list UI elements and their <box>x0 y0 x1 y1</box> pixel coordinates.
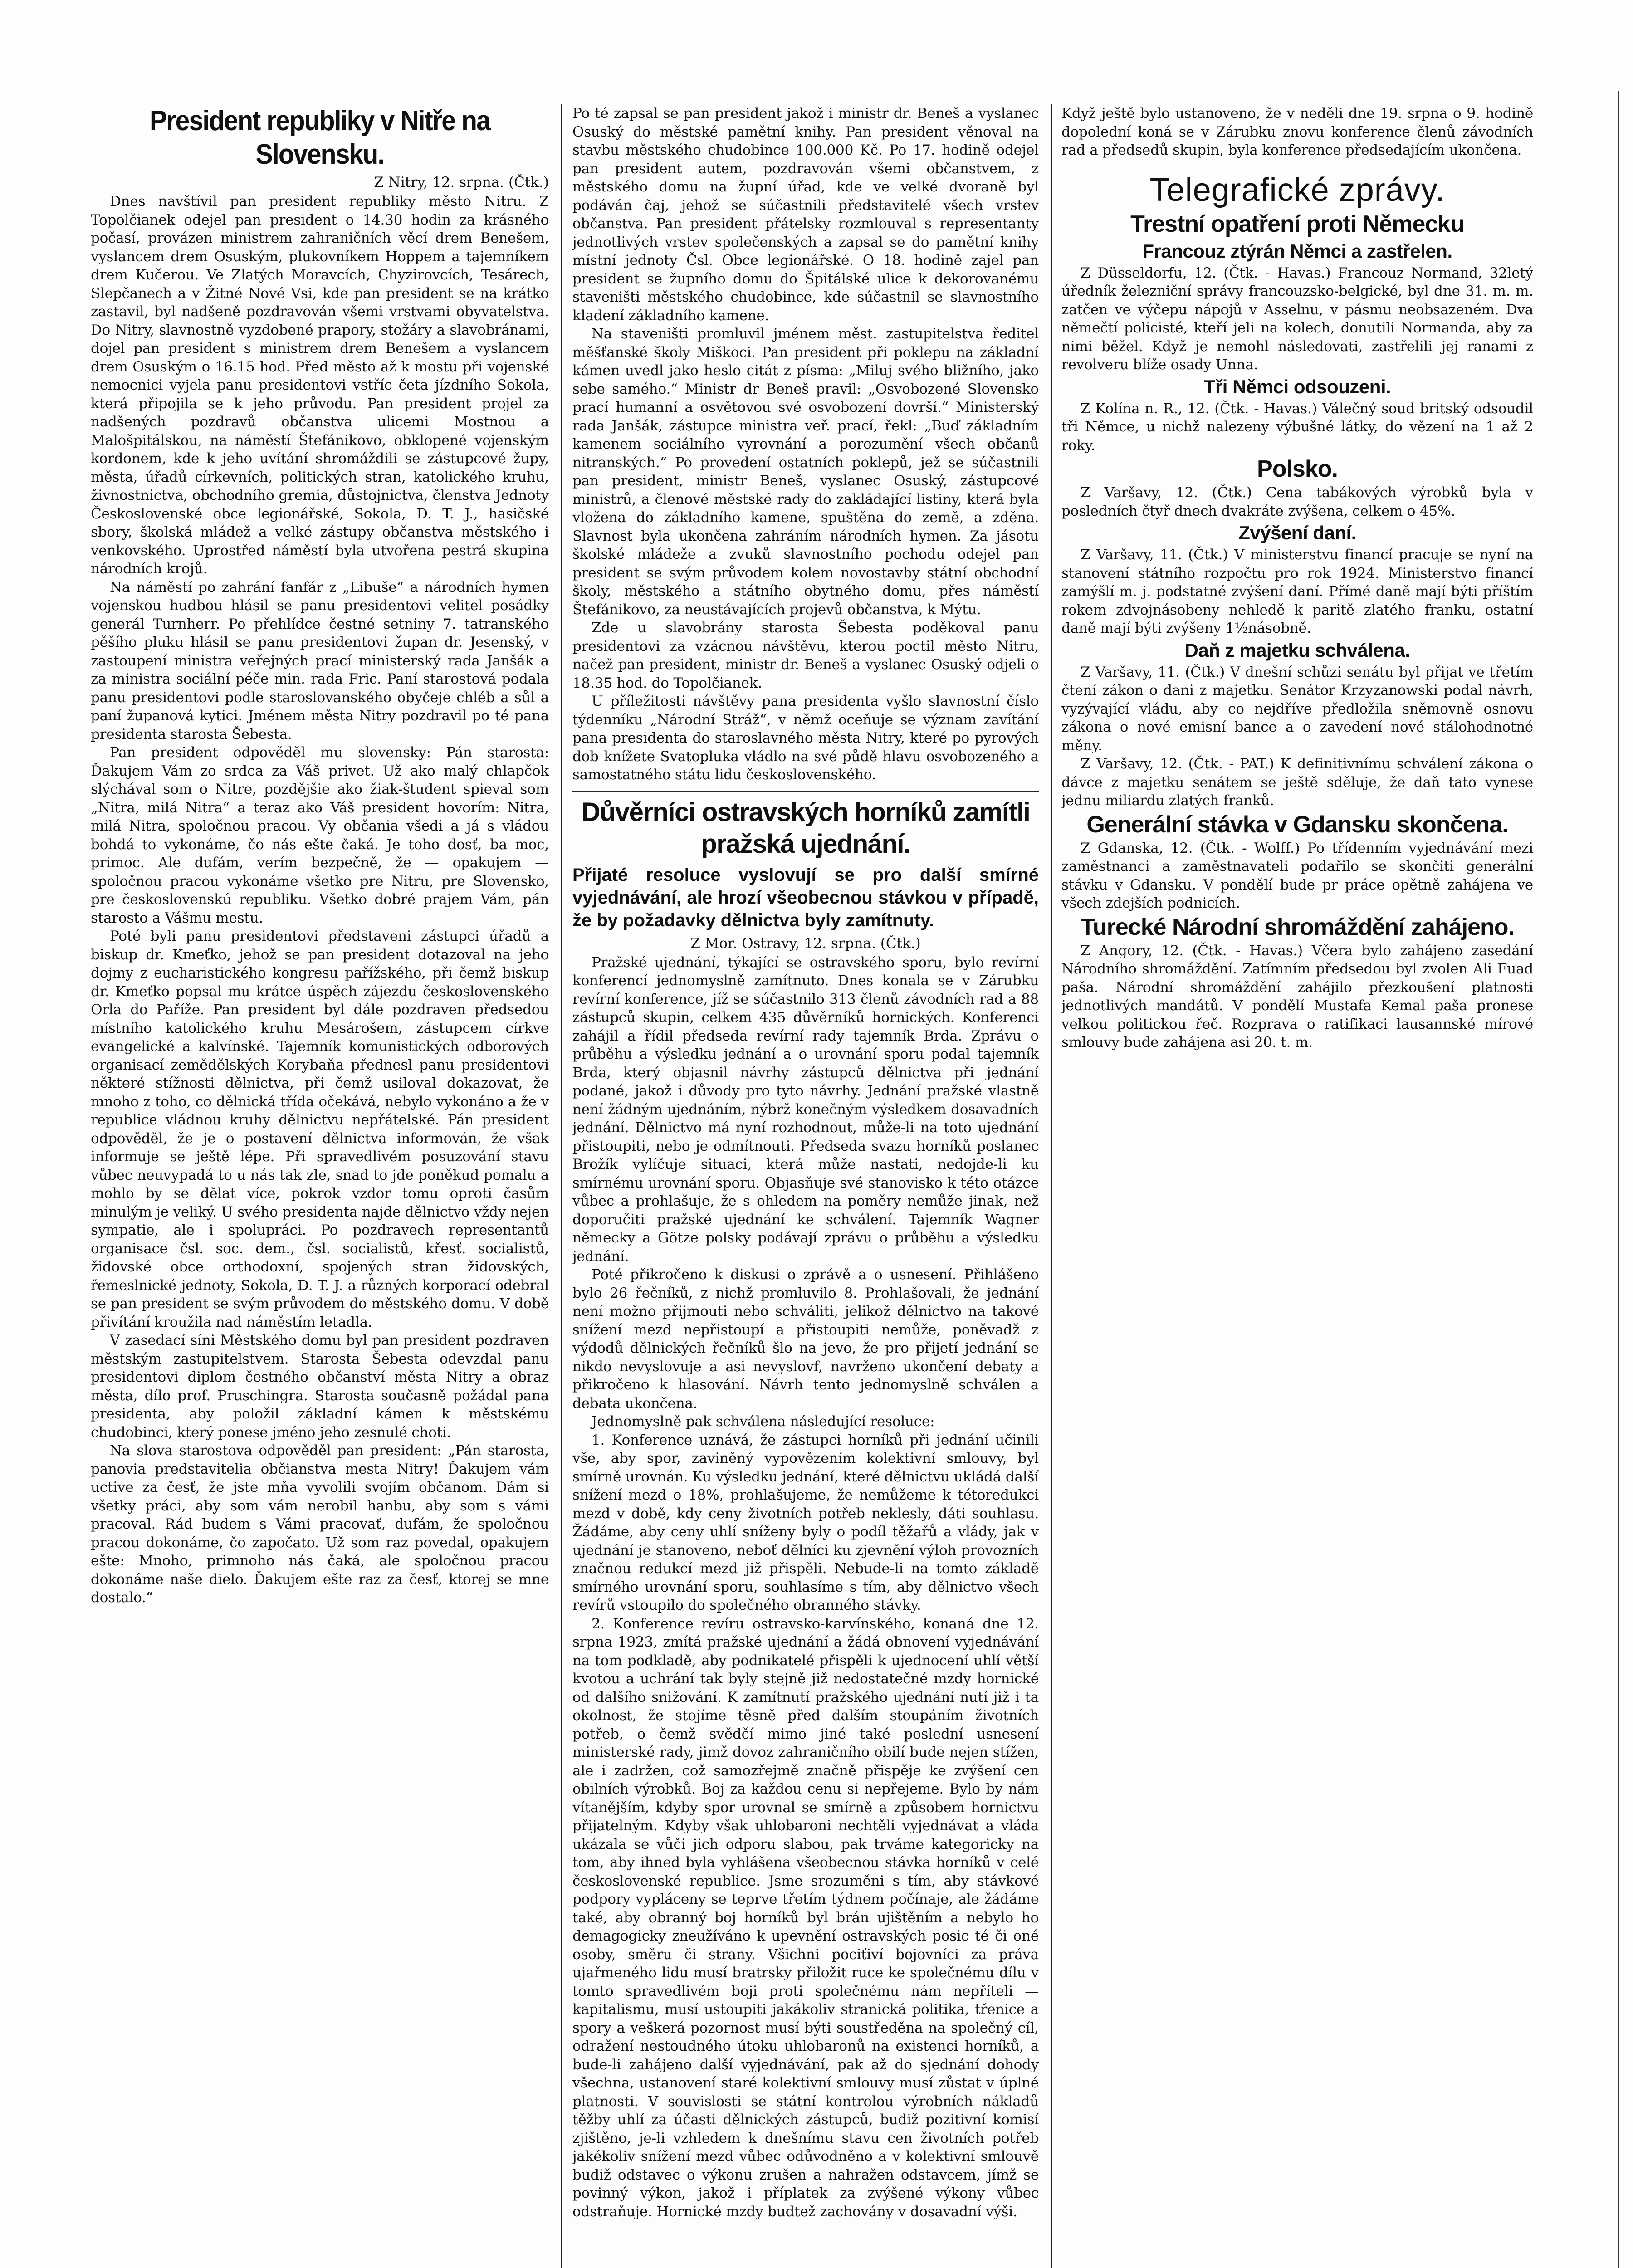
paragraph: Zde u slavobrány starosta Šebesta poděkoval panu presidentovi za vzácnou návštěvu, kterou poctil město Nitru, načež pan president, ministr dr. Beneš a vyslanec Osuský odjeli o 18.35 hod. do Topolčianek. <box>572 620 1039 691</box>
telegram-headline: Trestní opatření proti Německu <box>1130 210 1464 237</box>
article-dateline: Z Mor. Ostravy, 12. srpna. (Čtk.) <box>690 935 921 952</box>
column-rule <box>1051 104 1052 2268</box>
paragraph: U příležitosti návštěvy pana presidenta vyšlo slavnostní číslo týdenníku „Národní Stráž“, v němž oceňuje se význam zavítání pana presidenta do staroslavného města Nitry, které po pyrových dob knížete Svatopluka vládlo na své půdě hlavu osvobozeného a samostatného státu lidu československého. <box>572 693 1039 783</box>
paragraph: Na náměstí po zahrání fanfár z „Libuše“ a národních hymen vojenskou hudbou hlásil se panu presidentovi velitel posádky generál Turnherr. Po přehlídce čestné setniny 7. tatranského pěšího pluku hlásil se panu presidentovi župan dr. Jesenský, v zastoupení ministra veřejných prací ministerský rada Janšák a za ministra sociální péče min. rada Fric. Paní starostová podala panu presidentovi podle staroslovanského obyčeje chléb a sůl a paní županová kytici. Jménem města Nitry pozdravil po té pana presidenta starosta Šebesta. <box>91 579 549 743</box>
paragraph: 1. Konference uznává, že zástupci horníků při jednání učinili vše, aby spor, zaviněný vypovězením kolektivní smlouvy, byl smírně urovnán. Ku výsledku jednání, které dělnictvu ukládá další snížení mezd o 18%, prohlašujeme, že nemůžeme k tétoredukci mezd v době, kdy ceny životních potřeb neklesly, dáti souhlasu. Žádáme, aby ceny uhlí sníženy byly o podíl těžařů a vlády, jak v ujednání je stanoveno, neboť dělníci ku zjevnění výloh provozních značnou redukcí mezd již přispěli. Nebude-li na tomto základě smírného urovnání sporu, souhlasíme s tím, aby dělnictvo všech revírů vstoupilo do společného obranného stávky. <box>572 1432 1039 1613</box>
telegram-text: Z Angory, 12. (Čtk. - Havas.) Včera bylo zahájeno zasedání Národního shromáždění. Zatímním předsedou byl zvolen Ali Fuad paša. Národní shromáždění zahájilo přezkoušení platnosti jednotlivých mandátů. V pondělí Mustafa Kemal paša pronese velkou politickou řeč. Rozprava o ratifikaci lausannské mírové smlouvy bude zahájena asi 20. t. m. <box>1061 942 1533 1051</box>
telegram-headline: Turecké Národní shromáždění zahájeno. <box>1080 914 1515 940</box>
paragraph: 2. Konference revíru ostravsko-karvínského, konaná dne 12. srpna 1923, zmítá pražské ujednání a žádá obnovení vyjednávání na tom podkladě, aby podnikatelé přispěli k ujednocení uhlí větší kvotou a uchrání tak byly stejně již nedostatečné mzdy hornické od dalšího snižování. K zamítnutí pražského ujednání nutí již i ta okolnost, že stojíme těsně před dalším stoupáním životních potřeb, o čemž svědčí mimo jiné také poslední usnesení ministerské rady, jimž dovoz zahraničního obilí bude nejen stížen, ale i zadržen, což samozřejmě značně přispěje ke zvýšení cen obilních výrobků. Boj za každou cenu si nepřejeme. Bylo by nám vítanějším, kdyby spor urovnal se smírně a způsobem hornictvu přijatelným. Kdyby však uhlobaroni nechtěli vyjednávat a vláda ukázala se vůči jich odporu slabou, pak trváme kategoricky na tom, aby ihned byla vyhlášena všeobecnou stávka horníků v celé československé republice. Jsme srozuměni s tím, aby stávkové podpory vypláceny se teprve třetím týdnem počínaje, ale žádáme také, aby obranný boj horníků byl brán ujištěním a nebylo ho demagogicky zneužíváno k upevnění ostravských posic té či oné osoby, směru či strany. Všichni pociťiví bojovníci za práva ujařmeného lidu musí bratrsky přiložit ruce ke společnému dílu v tomto spravedlivém boji proti společnému nám nepříteli — kapitalismu, musí ustoupiti jakákoliv stranická politika, třenice a spory a veškerá pozornost musí býti soustředěna na společný cíl, odražení nestoudného útoku uhlobaronů na existenci horníků, a bude-li zahájeno další vyjednávání, pak až do sjednání dohody všechna, ustanovení staré kolektivní smlouvy musí zůstat v úplné platnosti. V souvislosti se státní kontrolou výrobních nákladů těžby uhlí za účasti dělnických zástupců, budiž pozitivní komisí zjištěno, je-li vzhledem k dnešnímu stavu cen životních potřeb jakékoliv snížení mezd vůbec odůvodněno a v kolektivní smlouvě budiž odstavec o výkonu zrušen a nahražen odstavcem, jímž se povinný výkon, jakož i příplatek za zvýšené výkony vůbec odstraňuje. Hornické mzdy budtež zachovány v dosavadní výši. <box>572 1615 1039 2220</box>
article-deck: Přijaté resoluce vyslovují se pro další smírné vyjednávání, ale hrozí všeobecnou stávkou v případě, že by požadavky dělnictva byly zamítnuty. <box>572 865 1039 930</box>
paragraph: Jednomyslně pak schválena následující resoluce: <box>592 1413 935 1430</box>
paragraph: Poté byli panu presidentovi představeni zástupci úřadů a biskup dr. Kmeťko, jehož se pan president dotazoval na jeho dojmy z eucharistického kongresu pařížského, při čemž biskup dr. Kmeťko popsal mu krátce úspěch zájezdu československého Orla do Paříže. Pan president byl dále pozdraven předsedou místního katolického kruhu Mesárošem, zástupcem církve evangelické a kalvínské. Tajemník komunistických odborových organisací zemědělských Korybaňa přednesl panu presidentovi některé stížnosti dělnictva, při čemž usiloval dokazovat, že mnoho z toho, co dělnická třída očekává, nebylo vykonáno a že v republice vládnou kruhy dělnictvu nepřátelské. Pán president odpověděl, že je o postavení dělnictva informován, že však informuje se ještě lépe. Při spravedlivém posuzování stavu vůbec neuvypadá to u nás tak zle, snad to jde poněkud pomalu a mohlo by se dělat více, pokrok vzdor tomu oproti časům minulým je veliký. U svého presidenta najde dělnictvo vždy nejen sympatie, ale i spolupráci. Po pozdravech representantů organisace čsl. soc. dem., čsl. socialistů, křesť. socialistů, židovské obce orthodoxní, spojených stran židovských, řemeslnické jednoty, Sokola, D. T. J. a různých korporací odebral se pan president se svým průvodem do městského domu. V době přivítání kroužila nad náměstím letadla. <box>91 928 549 1330</box>
telegram-text: Z Varšavy, 11. (Čtk.) V dnešní schůzi senátu byl přijat ve třetím čtení zákon o dani z majetku. Senátor Krzyzanowski podal návrh, vyzývající vládu, aby co nejdříve předložila sněmovně osnovu zákona o nové emisní bance a o zavedení nové stálohodnotné měny. <box>1061 664 1533 754</box>
telegram-text: Z Varšavy, 12. (Čtk.) Cena tabákových výrobků byla v posledních čtyř dnech dvakráte zvýšena, celkem o 45%. <box>1061 484 1533 519</box>
paragraph: Dnes navštívil pan president republiky město Nitru. Z Topolčianek odejel pan president o 14.30 hodin za krásného počasí, provázen ministrem zahraničních věcí drem Benešem, vyslancem drem Osuským, plukovníkem Hoppem a tajemníkem drem Kučerou. Ve Zlatých Moravcích, Chyzirovcích, Tesárech, Slepčanech a v Žitné Nové Vsi, kde pan president se na krátko zastavil, byl nadšeně pozdravován všemi vrstvami obyvatelstva. Do Nitry, slavnostně vyzdobené prapory, stožáry a slavobránami, dojel pan president s ministrem drem Benešem a vyslancem drem Osuským o 16.15 hod. Před město až k mostu při vojenské nemocnici vyjela panu presidentovi vstříc četa jízdního Sokola, která připojila se k jeho průvodu. Pan president projel za nadšených pozdravů občanstva ulicemi Mostnou a Malošpitálskou, na náměstí Štefánikovo, obklopené vojenským kordonem, kde k jeho uvítání shromáždili se zástupcové župy, města, úřadů církevních, politických stran, katolického kruhu, živnostnictva, obchodního gremia, důstojnictva, členstva Jednoty Československé obce legionářské, Sokola, D. T. J., hasičské sbory, školská mládež a velké zástupy občanstva městského i venkovského. Uprostřed náměstí byla utvořena pestrá skupina národních krojů. <box>91 193 549 577</box>
telegram-headline: Tři Němci odsouzeni. <box>1203 376 1391 397</box>
paragraph: Když ještě bylo ustanoveno, že v neděli dne 19. srpna o 9. hodině dopolední koná se v Zárubku znovu konference členů závodních rad a předsedů skupin, byla konference předsedajícím ukončena. <box>1061 105 1533 158</box>
telegram-subhead: Francouz ztýrán Němci a zastřelen. <box>1142 240 1452 262</box>
telegram-text: Z Düsseldorfu, 12. (Čtk. - Havas.) Francouz Normand, 32letý úředník železniční správy francouzsko-belgické, byl dne 31. m. m. zatčen ve výčepu nápojů v Asselnu, v pásmu neobsazeném. Dva němečtí policisté, kteří jeli na kolech, donutili Normanda, aby za nimi běžel. Když je nemohl následovati, zastřelili jej ranami z revolveru blíže osady Unna. <box>1061 264 1533 373</box>
telegram-headline: Daň z majetku schválena. <box>1184 639 1410 661</box>
paragraph: Na slova starostova odpověděl pan president: „Pán starosta, panovia predstavitelia občianstva mesta Nitry! Ďakujem vám uctive za česť, že jste mňa vyvolili svojím občanom. Dám si všetky práci, aby som vám nerobil hanbu, aby som s vámi pracoval. Rád budem s Vámi pracovať, dufám, že spoločnou pracou dokonáme, čo započato. Už som raz povedal, opakujem ešte: Mnoho, primnoho nás čaká, ale spoločnou pracou dokonáme naše dielo. Ďakujem ešte raz za česť, ktorej se mne dostalo.“ <box>91 1442 549 1606</box>
paragraph: Po té zapsal se pan president jakož i ministr dr. Beneš a vyslanec Osuský do městské pamětní knihy. Pan president věnoval na stavbu městského chudobince 100.000 Kč. Po 17. hodině odejel pan president autem, pozdravován všemi občanstvem, z městského domu na župní úřad, kde ve velké dvoraně byl podáván čaj, jehož se súčastnili představitelé všech vrstev občanstva. Pan president přátelsky rozmlouval s representanty jednotlivých vrstev společenských a zapsal se do pamětní knihy místní jednoty Čsl. Obce legionářské. O 18. hodině zajel pan president se župního domu do Špitálské ulice k dekorovanému staveništi městského chudobince, kde súčastnil se slavnostního kladení základního kamene. <box>572 105 1039 324</box>
telegram-text: Z Gdanska, 12. (Čtk. - Wolff.) Po třídenním vyjednávání mezi zaměstnanci a zaměstnavateli podařilo se skončiti generální stávku v Gdansku. V pondělí bude pr práce opětně zahájena ve všech zdejších podnicích. <box>1061 840 1533 911</box>
article-headline: President republiky v Nitře na Slovensku. <box>150 105 490 170</box>
paragraph: Poté přikročeno k diskusi o zprávě a o usnesení. Přihlášeno bylo 26 řečníků, z nichž promluvilo 8. Prohlašovali, že jednání není možno přijmouti nebo schváliti, jelikož dělnictvo na takové snížení mezd nepřistoupí a přistoupiti nemůže, poněvadž z výdodů dělnických řečníků šlo na jevo, že pro přijetí jednání se nikdo nevyslovuje a asi nevyslovf, navrženo ukončení debaty a přikročeno k hlasování. Návrh tento jednomyslně schválen a debata ukončena. <box>572 1266 1039 1412</box>
paragraph: Pan president odpověděl mu slovensky: Pán starosta: Ďakujem Vám zo srdca za Váš privet. Už ako malý chlapčok slýchával som o Nitre, pozdějšie ako žiak-študent spieval som „Nitra, milá Nitra“ a teraz ako Váš president hovorím: Nitra, milá Nitra, spoločnou pracou. Vy občania všedi a já s vládou bohdá to vykonáme, čo nás ešte čaká. Je toho dosť, ba moc, primoc. Ale dufám, verím bezpečně, že — opakujem — spoločnou pracou vykonáme všetko pre Nitru, pre Slovensko, pre československú republiku. Všetko dobré prajem Vám, pán starosto a Vášmu mestu. <box>91 744 549 926</box>
section-separator <box>572 791 1039 792</box>
column-1 <box>91 104 549 2268</box>
paragraph: V zasedací síni Městského domu byl pan president pozdraven městským zastupitelstvem. Starosta Šebesta odevzdal panu presidentovi diplom čestného občanství města Nitry a obraz města, dílo prof. Pruschingra. Starosta současně požádal pana presidenta, aby položil základní kámen k městskému chudobinci, který ponese jméno jeho zesnulé choti. <box>91 1332 549 1441</box>
article-headline: Důvěrníci ostravských horníků zamítli pražská ujednání. <box>581 797 1030 859</box>
telegram-headline: Polsko. <box>1257 456 1338 482</box>
telegram-headline: Zvýšení daní. <box>1238 522 1356 543</box>
telegram-headline: Generální stávka v Gdansku skončena. <box>1086 811 1508 838</box>
page-edge <box>1618 91 1619 2268</box>
column-rule <box>561 104 562 2268</box>
paragraph: Pražské ujednání, týkající se ostravského sporu, bylo revírní konferencí jednomyslně zamítnuto. Dnes konala se v Zárubku revírní konference, jíž se súčastnilo 313 členů závodních rad a 88 zástupců skupin, celkem 435 důvěrníků hornických. Konferenci zahájil a řídil předseda revírní rady tajemník Brda. Zprávu o průběhu a výsledku jednání a o urovnání sporu podal tajemník Brda, který objasnil návrhy zástupců dělnictva při jednání podané, jakož i důvody pro tyto návrhy. Jednání pražské vlastně není žádným ujednáním, nýbrž konečným výsledkem dosavadních jednání. Dělnictvo má nyní rozhodnout, může-li na toto ujednání přistoupiti, nebo je odmítnouti. Předseda svazu horníků poslanec Brožík vylíčuje situaci, která může nastati, nedojde-li ku smírnému urovnání sporu. Objasňuje své stanovisko k této otázce vůbec a prohlašuje, že s ohledem na poměry nemůže jinak, než doporučiti pražské ujednání ke schválení. Tajemník Wagner německy a Götze polsky podávají zprávu o průběhu a výsledku jednání. <box>572 954 1039 1265</box>
column-2 <box>572 104 1039 2268</box>
article-dateline: Z Nitry, 12. srpna. (Čtk.) <box>374 174 549 191</box>
paragraph: Na staveništi promluvil jménem měst. zastupitelstva ředitel měšťanské školy Miškoci. Pan president při poklepu na základní kámen uvedl jako heslo citát z písma: „Miluj svého bližního, jako sebe samého.“ Ministr dr Beneš pravil: „Osvobozené Slovensko prací humanní a osvětovou své osvobození dovrší.“ Ministerský rada Janšák, zástupce ministra veř. prací, řekl: „Buď základním kamenem sociálního vyrovnání a porozumění všech občanů nitranských.“ Po provedení ostatních poklepů, jež se súčastnili pan president, ministr Beneš, vyslanec Osuský, zástupcové ministrů, a členové městské rady do zakládající listiny, která byla vložena do základního kamene, spuštěna do země, a zděna. Slavnost byla ukončena zahráním národních hymen. Za jásotu školské mládeže a zvuků slavnostního pochodu odejel pan president se svým průvodem kolem novostavby státní obchodní školy, městského a státního obytného domu, přes náměstí Štefánikovo, za neustávajících projevů občanstva, k Mýtu. <box>572 326 1039 618</box>
telegram-text: Z Varšavy, 12. (Čtk. - PAT.) K definitivnímu schválení zákona o dávce z majetku senátem se ještě sděluje, že daň tato vynese jednu miliardu zlatých franků. <box>1061 756 1533 809</box>
section-title: Telegrafické zprávy. <box>1149 171 1445 208</box>
column-3 <box>1061 104 1533 2268</box>
telegram-text: Z Varšavy, 11. (Čtk.) V ministerstvu financí pracuje se nyní na stanovení státního rozpočtu pro rok 1924. Ministerstvo financí zamýšlí m. j. podstatné zvýšení daní. Přímé daně mají býti příštím rokem zdvojnásobeny nehledě k paritě zlatého franku, ostatní daně mají býti zvýšeny 1½násobně. <box>1061 547 1533 636</box>
telegram-text: Z Kolína n. R., 12. (Čtk. - Havas.) Válečný soud britský odsoudil tři Němce, u nichž nalezeny výbušné látky, do vězení na 1 až 2 roky. <box>1061 400 1533 454</box>
